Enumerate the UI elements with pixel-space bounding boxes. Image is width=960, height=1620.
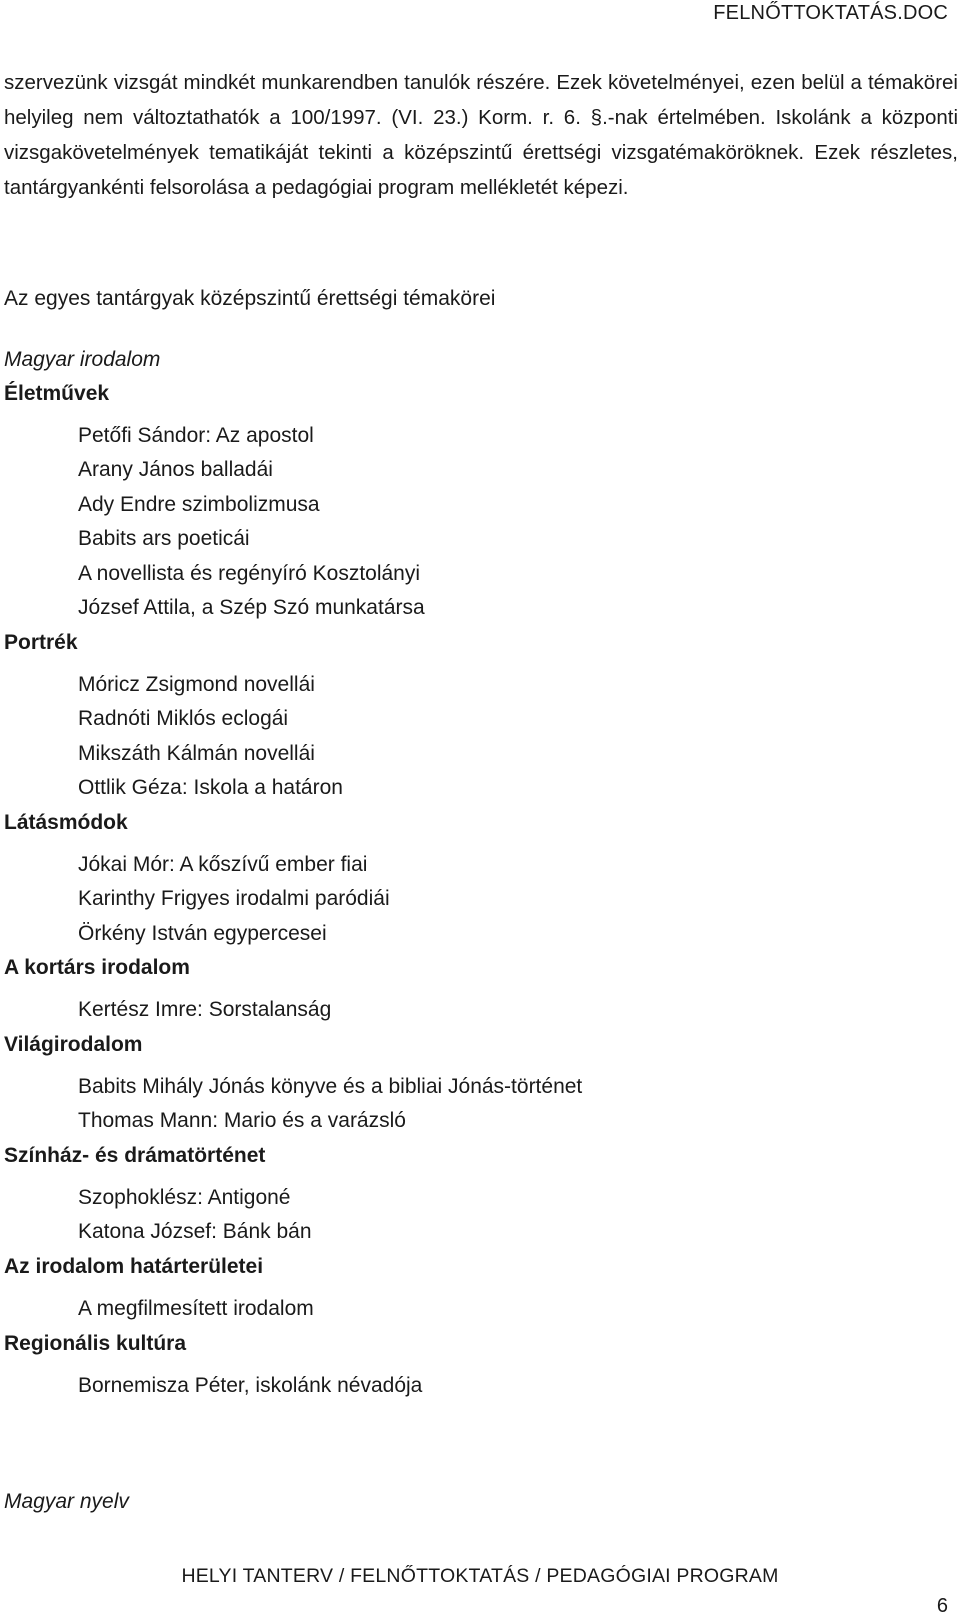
- list-item: Mikszáth Kálmán novellái: [78, 742, 315, 765]
- list-item: Jókai Mór: A kőszívű ember fiai: [78, 853, 368, 876]
- section-title: Az egyes tantárgyak középszintű érettségi témakörei: [4, 287, 496, 310]
- list-item: Ottlik Géza: Iskola a határon: [78, 776, 343, 799]
- subject-language-heading: Magyar nyelv: [4, 1490, 129, 1513]
- list-item: Arany János balladái: [78, 458, 273, 481]
- list-item: Babits Mihály Jónás könyve és a bibliai Jónás-történet: [78, 1075, 583, 1098]
- group-heading: A kortárs irodalom: [4, 956, 190, 979]
- group-heading: Világirodalom: [4, 1033, 143, 1056]
- list-item: Petőfi Sándor: Az apostol: [78, 424, 314, 447]
- intro-paragraph: szervezünk vizsgát mindkét munkarendben tanulók részére. Ezek követelményei, ezen belül a témakörei helyileg nem változtathatók a 100/1997. (VI. 23.) Korm. r. 6. §.-nak értelmében. Iskolánk a központi vizsgakövetelmények tematikáját tekinti a középszintű érettségi vizsgatémaköröknek. Ezek részletes, tantárgyankénti felsorolása a pedagógiai program mellékletét képezi.: [4, 71, 958, 199]
- list-item: Thomas Mann: Mario és a varázsló: [78, 1109, 406, 1132]
- list-item: Karinthy Frigyes irodalmi paródiái: [78, 887, 390, 910]
- group-heading: Látásmódok: [4, 811, 128, 834]
- list-item: A megfilmesített irodalom: [78, 1297, 314, 1320]
- list-item: Ady Endre szimbolizmusa: [78, 493, 320, 516]
- list-item: Babits ars poeticái: [78, 527, 250, 550]
- list-item: Katona József: Bánk bán: [78, 1220, 312, 1243]
- subject-literature-heading: Magyar irodalom: [4, 348, 161, 371]
- group-heading: Az irodalom határterületei: [4, 1255, 264, 1278]
- list-item: Móricz Zsigmond novellái: [78, 673, 315, 696]
- list-item: Szophoklész: Antigoné: [78, 1186, 291, 1209]
- group-heading: Regionális kultúra: [4, 1332, 187, 1355]
- page-footer: HELYI TANTERV / FELNŐTTOKTATÁS / PEDAGÓGIAI PROGRAM: [181, 1565, 779, 1587]
- list-item: Radnóti Miklós eclogái: [78, 707, 289, 730]
- list-item: József Attila, a Szép Szó munkatársa: [78, 596, 425, 619]
- list-item: Örkény István egypercesei: [78, 922, 327, 945]
- list-item: Bornemisza Péter, iskolánk névadója: [78, 1374, 423, 1397]
- list-item: Kertész Imre: Sorstalanság: [78, 998, 332, 1021]
- page-number: 6: [936, 1595, 948, 1617]
- document-filename-header: FELNŐTTOKTATÁS.DOC: [713, 2, 948, 24]
- list-item: A novellista és regényíró Kosztolányi: [78, 562, 421, 585]
- group-heading: Színház- és drámatörténet: [4, 1144, 266, 1167]
- group-heading: Életművek: [4, 382, 110, 405]
- group-heading: Portrék: [4, 631, 78, 654]
